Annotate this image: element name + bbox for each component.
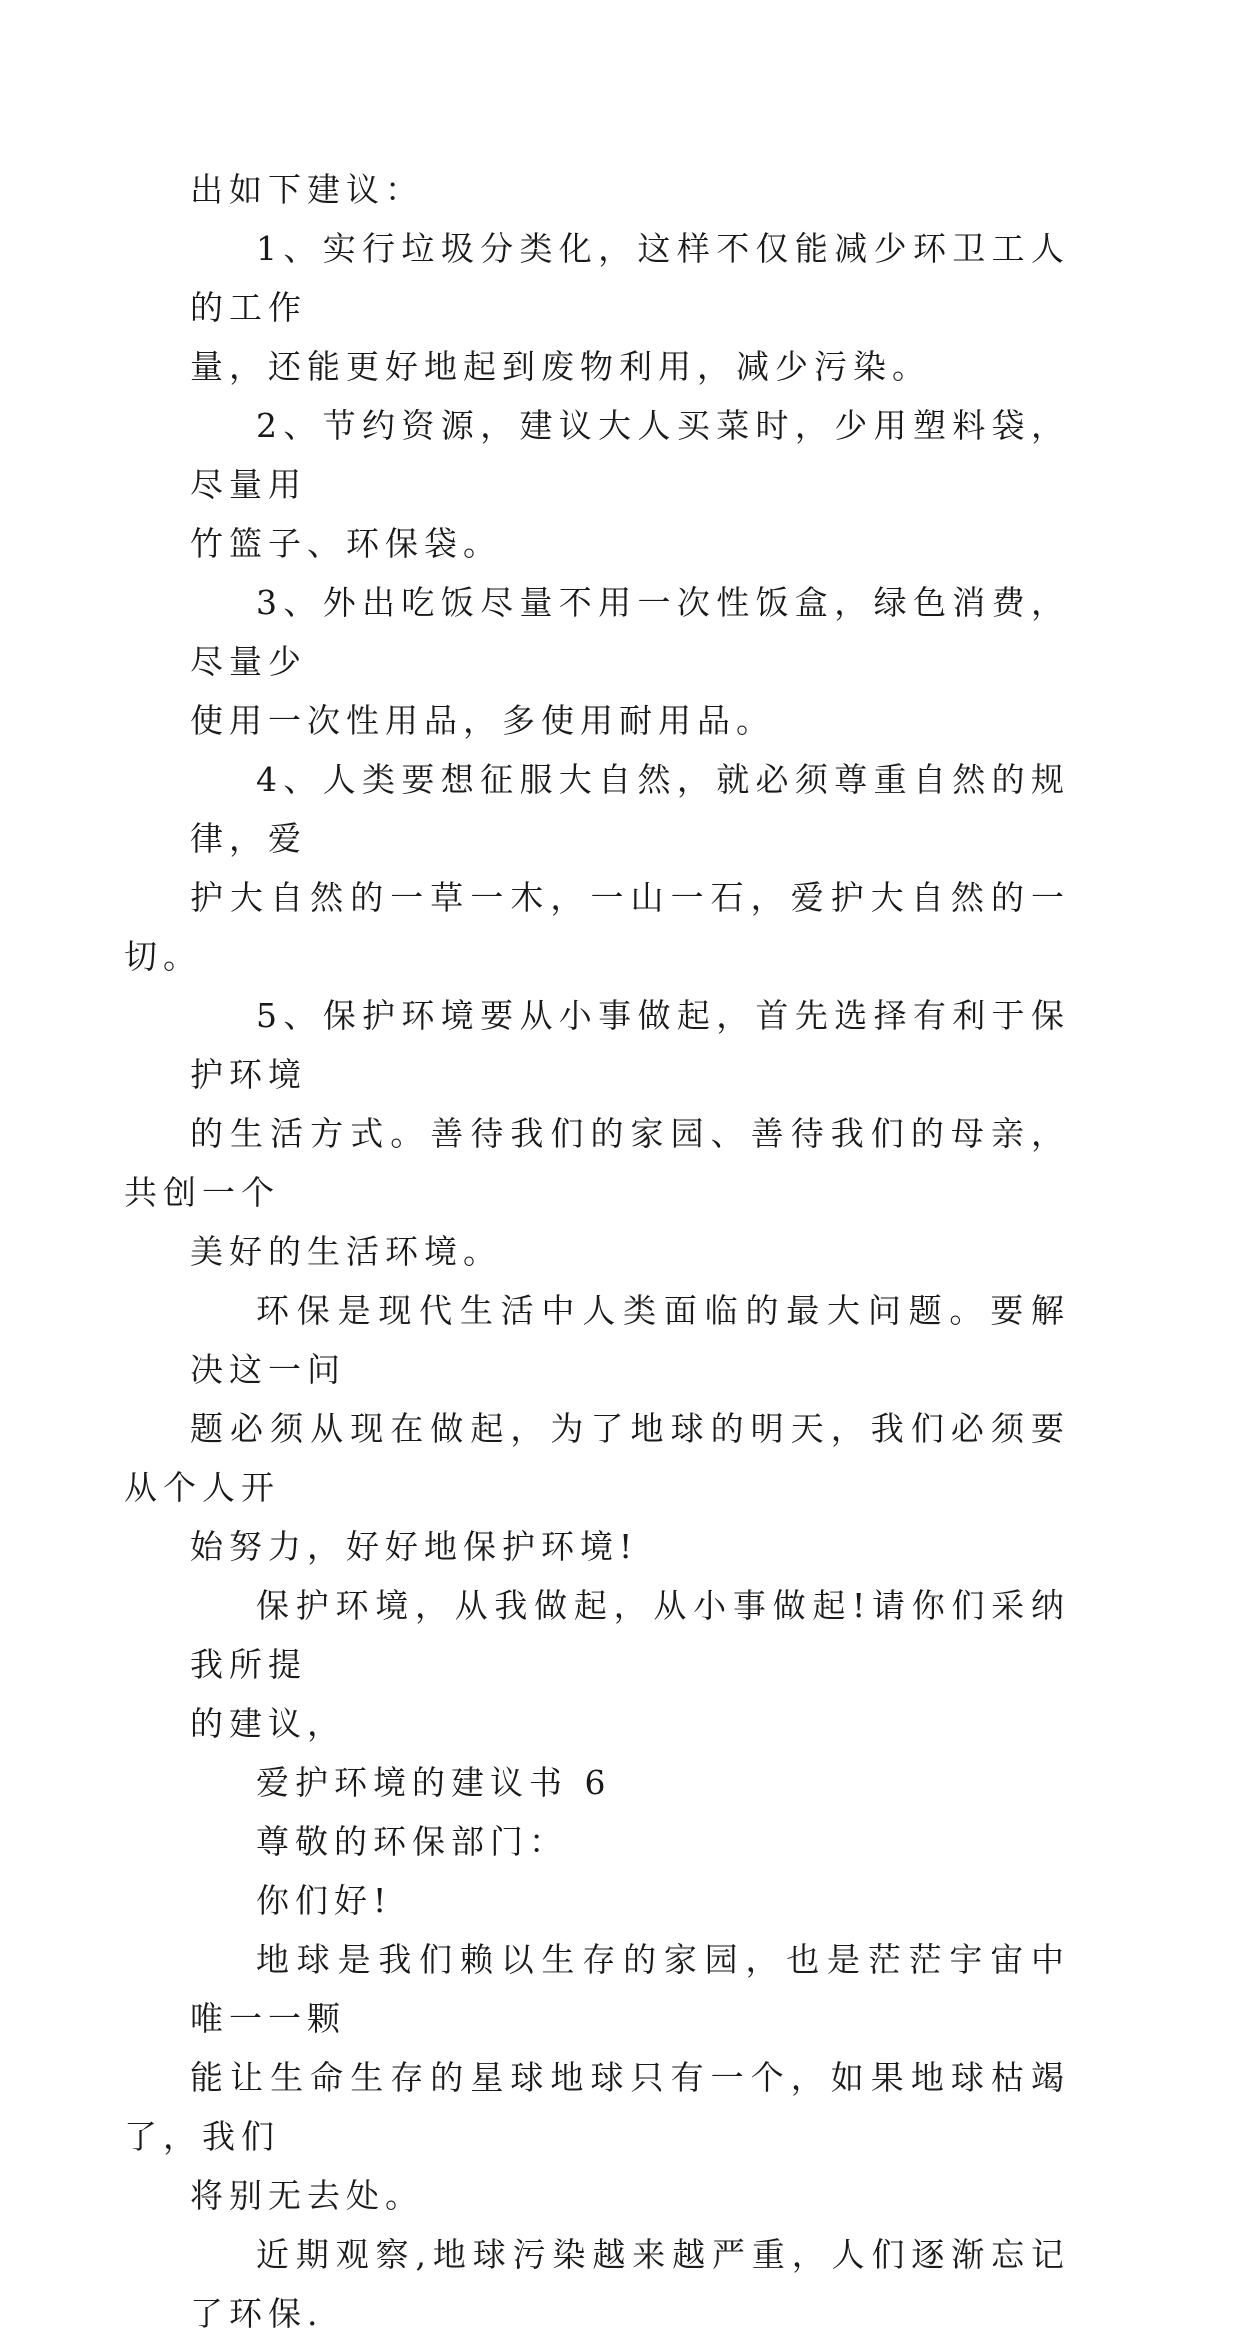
text-line: 护大自然的一草一木，一山一石，爱护大自然的一切。 bbox=[124, 878, 1070, 976]
text-line: 尊敬的环保部门： bbox=[256, 1822, 568, 1861]
text-line: 的建议， bbox=[190, 1704, 346, 1743]
text-line: 能让生命生存的星球地球只有一个，如果地球枯竭了，我们 bbox=[124, 2058, 1070, 2156]
paragraph-intro bbox=[190, 160, 1070, 219]
text-line: 保护环境，从我做起，从小事做起!请你们采纳我所提 bbox=[190, 1586, 1070, 1684]
text-line: 竹篮子、环保袋。 bbox=[190, 524, 502, 563]
paragraph-suggestion-2 bbox=[190, 396, 1070, 573]
text-line: 的生活方式。善待我们的家园、善待我们的母亲，共创一个 bbox=[124, 1114, 1070, 1212]
text-line: 你们好! bbox=[256, 1881, 393, 1920]
text-line: 4、人类要想征服大自然，就必须尊重自然的规律，爱 bbox=[190, 760, 1070, 858]
paragraph-earth-home bbox=[124, 1930, 1070, 2225]
text-line: 爱护环境的建议书 6 bbox=[256, 1763, 612, 1802]
text-line: 2、节约资源，建议大人买菜时，少用塑料袋，尽量用 bbox=[190, 406, 1070, 504]
paragraph-environment-problem bbox=[124, 1281, 1070, 1576]
text-line: 量，还能更好地起到废物利用，减少污染。 bbox=[190, 347, 931, 386]
text-line: 1、实行垃圾分类化，这样不仅能减少环卫工人的工作 bbox=[190, 229, 1070, 327]
text-line: 3、外出吃饭尽量不用一次性饭盒，绿色消费，尽量少 bbox=[190, 583, 1070, 681]
paragraph-suggestion-1 bbox=[190, 219, 1070, 396]
text-line: 始努力，好好地保护环境! bbox=[190, 1527, 639, 1566]
paragraph-suggestion-4 bbox=[124, 750, 1070, 986]
text-line: 近期观察,地球污染越来越严重，人们逐渐忘记了环保. bbox=[190, 2235, 1070, 2333]
paragraph-suggestion-5 bbox=[124, 986, 1070, 1281]
section-title bbox=[190, 1753, 1070, 1812]
paragraph-suggestion-3 bbox=[190, 573, 1070, 750]
text-line: 题必须从现在做起，为了地球的明天，我们必须要从个人开 bbox=[124, 1409, 1070, 1507]
greeting bbox=[190, 1871, 1070, 1930]
text-line: 5、保护环境要从小事做起，首先选择有利于保护环境 bbox=[190, 996, 1070, 1094]
text-line: 使用一次性用品，多使用耐用品。 bbox=[190, 701, 775, 740]
paragraph-observation bbox=[190, 2225, 1070, 2343]
document-body bbox=[124, 160, 1070, 2343]
text-line: 将别无去处。 bbox=[190, 2176, 424, 2215]
text-line: 环保是现代生活中人类面临的最大问题。要解决这一问 bbox=[190, 1291, 1070, 1389]
salutation bbox=[190, 1812, 1070, 1871]
paragraph-closing bbox=[190, 1576, 1070, 1753]
text-line: 出如下建议： bbox=[190, 170, 424, 209]
text-line: 地球是我们赖以生存的家园，也是茫茫宇宙中唯一一颗 bbox=[190, 1940, 1070, 2038]
text-line: 美好的生活环境。 bbox=[190, 1232, 502, 1271]
